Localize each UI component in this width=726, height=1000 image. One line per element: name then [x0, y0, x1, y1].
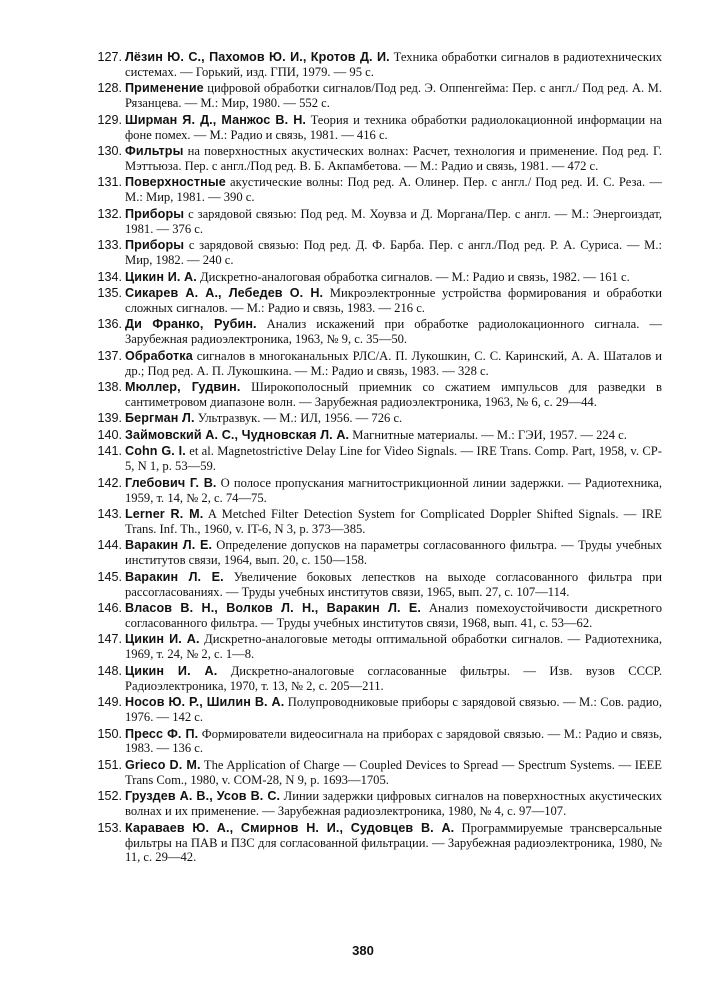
reference-item — [92, 81, 662, 111]
reference-item — [92, 238, 662, 268]
reference-item — [92, 538, 662, 568]
reference-item — [92, 349, 662, 379]
reference-item — [92, 317, 662, 347]
reference-text: Ультразвук. — М.: ИЛ, 1956. — 726 с. — [194, 411, 403, 426]
reference-number: 140. — [97, 427, 122, 442]
reference-text: Микроэлектронные устройства формирования и обработки сложных сигналов. — М.: Радио и связь, 1983. — 216 с. — [125, 285, 662, 315]
reference-number: 132. — [97, 206, 122, 221]
reference-authors: Цикин И. А. — [125, 269, 197, 284]
reference-number: 142. — [97, 475, 122, 490]
reference-authors: Караваев Ю. А., Смирнов Н. И., Судовцев В. А. — [125, 820, 455, 835]
reference-text: et al. Magnetostrictive Delay Line for Video Signals. — IRE Trans. Comp. Part, 1958, v. CP-5, N 1, p. 53—59. — [125, 444, 662, 474]
reference-list — [92, 50, 662, 865]
reference-text: О полосе пропускания магнитострикционной линии задержки. — Радиотехника, 1959, т. 14, № 2, с. 74—75. — [125, 475, 662, 505]
reference-authors: Приборы — [125, 206, 185, 221]
reference-number: 143. — [97, 507, 122, 522]
bibliography-page — [92, 50, 662, 867]
reference-text: Увеличение боковых лепестков на выходе согласованного фильтра при рассогласованиях. — Труды учебных институтов связи, 1965, вып. 27, с. 107—114. — [125, 569, 662, 599]
reference-item — [92, 632, 662, 662]
reference-item — [92, 664, 662, 694]
reference-item — [92, 758, 662, 788]
reference-number: 130. — [97, 144, 122, 159]
reference-item — [92, 380, 662, 410]
reference-item — [92, 444, 662, 474]
reference-item — [92, 286, 662, 316]
reference-authors: Ширман Я. Д., Манжос В. Н. — [125, 112, 306, 127]
reference-item — [92, 789, 662, 819]
reference-item — [92, 570, 662, 600]
reference-authors: Варакин Л. Е. — [125, 569, 224, 584]
reference-authors: Сикарев А. А., Лебедев О. Н. — [125, 285, 324, 300]
reference-authors: Поверхностные — [125, 175, 226, 190]
reference-item — [92, 727, 662, 757]
reference-number: 144. — [97, 538, 122, 553]
reference-number: 151. — [97, 757, 122, 772]
reference-number: 136. — [97, 317, 122, 332]
reference-text: A Metched Filter Detection System for Complicated Doppler Shifted Signals. — IRE Trans. Inf. Th., 1960, v. IT-6, N 3, p. 373—385. — [125, 507, 662, 536]
reference-authors: Глебович Г. В. — [125, 475, 217, 490]
reference-authors: Lerner R. M. — [125, 507, 204, 522]
reference-item — [92, 270, 662, 285]
reference-number: 131. — [97, 175, 122, 190]
reference-item — [92, 175, 662, 205]
page-number: 380 — [352, 943, 374, 958]
reference-text: Техника обработки сигналов в радиотехнических системах. — Горький, изд. ГПИ, 1979. — 95 с. — [125, 50, 662, 79]
reference-authors: Цикин И. А. — [125, 632, 200, 647]
reference-number: 150. — [97, 726, 122, 741]
reference-item — [92, 428, 662, 443]
reference-text: на поверхностных акустических волнах: Расчет, технология и применение. Под ред. Г. Мэттьюза. Пер. с англ./Под ред. В. Б. Акпамбетова. — М.: Радио и связь, 1981. — 472 с. — [125, 144, 662, 173]
reference-number: 147. — [97, 632, 122, 647]
reference-number: 137. — [97, 348, 122, 363]
reference-text: Дискретно-аналоговая обработка сигналов. — М.: Радио и связь, 1982. — 161 с. — [196, 269, 630, 284]
reference-authors: Займовский А. С., Чудновская Л. А. — [125, 427, 350, 442]
reference-text: Формирователи видеосигнала на приборах с зарядовой связью. — М.: Радио и связь, 1983. — 136 с. — [125, 726, 662, 756]
reference-authors: Носов Ю. Р., Шилин В. А. — [125, 695, 285, 710]
reference-text: Магнитные материалы. — М.: ГЭИ, 1957. — 224 с. — [349, 427, 627, 442]
reference-authors: Приборы — [125, 238, 185, 253]
reference-text: Теория и техника обработки радиолокационной информации на фоне помех. — М.: Радио и связь, 1981. — 416 с. — [125, 112, 662, 142]
reference-number: 141. — [97, 444, 122, 459]
reference-number: 135. — [97, 285, 122, 300]
reference-text: с зарядовой связью: Под ред. М. Хоувза и Д. Моргана/Пер. с англ. — М.: Энергоиздат, 1981. — 376 с. — [125, 206, 662, 236]
reference-item — [92, 50, 662, 80]
reference-text: сигналов в многоканальных РЛС/А. П. Лукошкин, С. С. Каринский, А. А. Шаталов и др.; Под ред. А. П. Лукошкина. — М.: Радио и связь, 1983. — 328 с. — [125, 348, 662, 378]
reference-authors: Применение — [125, 81, 204, 96]
reference-item — [92, 476, 662, 506]
reference-item — [92, 207, 662, 237]
reference-authors: Пресс Ф. П. — [125, 726, 199, 741]
reference-item — [92, 695, 662, 725]
reference-authors: Мюллер, Гудвин. — [125, 380, 241, 395]
reference-item — [92, 507, 662, 537]
reference-item — [92, 144, 662, 174]
reference-authors: Cohn G. I. — [125, 444, 186, 459]
reference-number: 127. — [97, 50, 122, 64]
reference-item — [92, 821, 662, 866]
reference-text: с зарядовой связью: Под ред. Д. Ф. Барба. Пер. с англ./Под ред. Р. А. Суриса. — М.: Мир, 1982. — 240 с. — [125, 238, 662, 268]
reference-item — [92, 113, 662, 143]
reference-text: Линии задержки цифровых сигналов на поверхностных акустических волнах и их применение. — Зарубежная радиоэлектроника, 1980, № 4, с. 97—107. — [125, 789, 662, 819]
reference-number: 134. — [97, 269, 122, 284]
reference-number: 128. — [97, 81, 122, 96]
reference-authors: Груздев А. В., Усов В. С. — [125, 789, 281, 804]
reference-text: акустические волны: Под ред. А. Олинер. Пер. с англ./ Под ред. И. С. Реза. — М.: Мир, 1981. — 390 с. — [125, 175, 662, 205]
reference-item — [92, 411, 662, 426]
reference-text: Анализ искажений при обработке радиолокационного сигнала. — Зарубежная радиоэлектроника, 1963, № 9, с. 35—50. — [125, 317, 662, 347]
reference-text: цифровой обработки сигналов/Под ред. Э. Оппенгейма: Пер. с англ./ Под ред. А. М. Рязанцева. — М.: Мир, 1980. — 552 с. — [125, 81, 662, 111]
reference-authors: Цикин И. А. — [125, 663, 218, 678]
reference-authors: Ди Франко, Рубин. — [125, 317, 257, 332]
reference-number: 153. — [97, 820, 122, 835]
reference-number: 133. — [97, 238, 122, 253]
reference-authors: Бергман Л. — [125, 411, 195, 426]
reference-text: Дискретно-аналоговые согласованные фильтры. — Изв. вузов СССР. Радиоэлектроника, 1970, т. 13, № 2, с. 205—211. — [125, 663, 662, 693]
reference-authors: Власов В. Н., Волков Л. Н., Варакин Л. Е. — [125, 601, 422, 616]
reference-number: 145. — [97, 569, 122, 584]
reference-text: Определение допусков на параметры согласованного фильтра. — Труды учебных институтов связи, 1964, вып. 20, с. 150—158. — [125, 538, 663, 568]
reference-item — [92, 601, 662, 631]
reference-number: 148. — [97, 663, 122, 678]
reference-authors: Лёзин Ю. С., Пахомов Ю. И., Кротов Д. И. — [125, 50, 390, 64]
reference-number: 149. — [97, 695, 122, 710]
reference-number: 152. — [97, 789, 122, 804]
reference-authors: Обработка — [125, 348, 193, 363]
reference-number: 138. — [97, 380, 122, 395]
reference-text: Полупроводниковые приборы с зарядовой связью. — М.: Сов. радио, 1976. — 142 с. — [125, 695, 662, 725]
reference-authors: Варакин Л. Е. — [125, 538, 213, 553]
reference-authors: Фильтры — [125, 144, 184, 159]
reference-number: 139. — [97, 411, 122, 426]
reference-number: 129. — [97, 112, 122, 127]
reference-text: Анализ помехоустойчивости дискретного согласованного фильтра. — Труды учебных институтов связи, 1968, вып. 41, с. 53—62. — [125, 601, 662, 631]
reference-authors: Grieco D. M. — [125, 757, 201, 772]
reference-text: The Application of Charge — Coupled Devices to Spread — Spectrum Systems. — IEEE Trans Com., 1980, v. COM-28, N 9, p. 1693—1705. — [125, 757, 662, 787]
reference-text: Программируемые трансверсальные фильтры на ПАВ и ПЗС для согласованной фильтрации. — Зарубежная радиоэлектроника, 1980, № 11, с. 29—42. — [125, 820, 663, 865]
reference-number: 146. — [97, 601, 122, 616]
reference-text: Дискретно-аналоговые методы оптимальной обработки сигналов. — Радиотехника, 1969, т. 24, № 2, с. 1—8. — [125, 632, 662, 662]
reference-text: Широкополосный приемник со сжатием импульсов для разведки в сантиметровом диапазоне волн. — Зарубежная радиоэлектроника, 1963, № 6, с. 29—44. — [125, 380, 662, 409]
